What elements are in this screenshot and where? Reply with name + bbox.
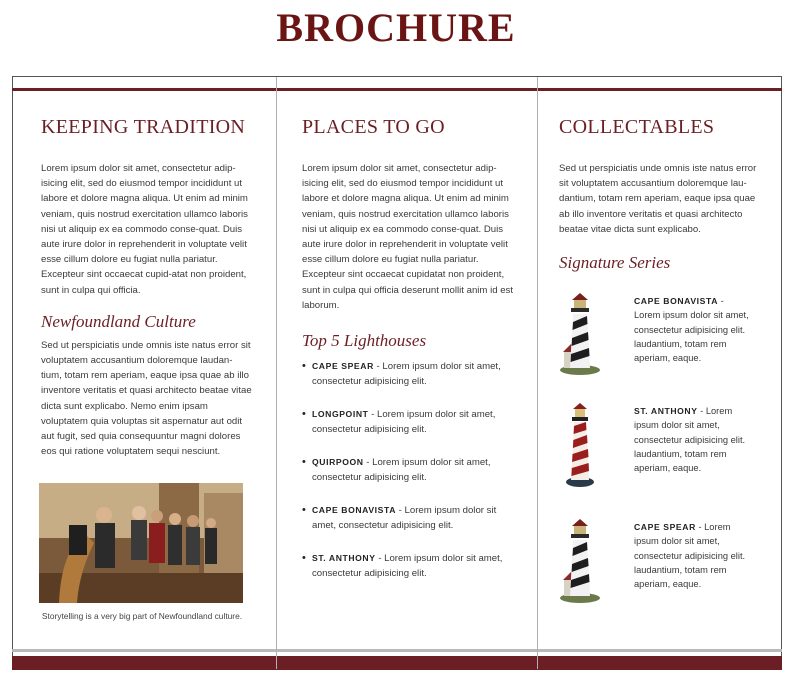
panel-heading: PLACES TO GO <box>302 116 445 138</box>
list-item <box>302 551 516 581</box>
lighthouse-name: QUIRPOON <box>312 457 364 468</box>
collectable-description <box>634 404 752 475</box>
collectable-item <box>558 402 758 498</box>
panel-divider-1 <box>276 77 277 669</box>
lighthouse-name: CAPE SPEAR <box>312 361 374 372</box>
lighthouse-text: - Lorem ipsum dolor sit amet, consectetur adipisicing elit. <box>312 505 497 531</box>
list-item <box>302 359 516 389</box>
panel-collectables <box>559 110 759 279</box>
list-item <box>302 503 516 533</box>
panel-intro: Sed ut perspiciatis unde omnis iste natus error sit voluptatem accusantium doloremque lau-dantium, totam rem aperiam, eaque ipsa quae ab illo inventore veritatis et quasi architecto beatae vitae dicta sunt explicabo. <box>559 163 757 235</box>
collectable-name: CAPE SPEAR <box>634 522 696 532</box>
collectable-name: ST. ANTHONY <box>634 406 698 416</box>
panel-subheading: Newfoundland Culture <box>41 311 196 331</box>
panel-heading: KEEPING TRADITION <box>41 116 246 138</box>
bottom-accent-bar <box>12 656 782 670</box>
panel-body: Sed ut perspiciatis unde omnis iste natus error sit voluptatem accusantium doloremque laudan-tium, totam rem aperiam, eaque ipsa quae ab illo inventore veritatis et quasi architecto beatae vitae dicta sunt explicabo. Nemo enim ipsam voluptatem quia voluptas sit aspernatur aut odit aut fugit, sed quia consequuntur magni dolores eos qui ratione voluptatem sequi nesciunt. <box>41 339 252 458</box>
lighthouse-figurine-icon <box>558 292 602 376</box>
panel-heading: COLLECTABLES <box>559 116 715 138</box>
panel-divider-2 <box>537 77 538 669</box>
panel-intro: Lorem ipsum dolor sit amet, consectetur adip-isicing elit, sed do eiusmod tempor incididunt ut labore et dolore magna aliqua. Ut enim ad minim veniam, quis nostrud exercitation ullamco laboris nisi ut aliquip ex ea commodo conse-quat. Duis aute irure dolor in reprehenderit in voluptate velit esse cillum dolore eu fugiat nulla pariatur. Excepteur sint occaecat cupid-atat non proident, sunt in culpa qui officia. <box>41 163 248 296</box>
lighthouse-figurine-icon <box>558 518 602 604</box>
list-item <box>302 455 516 485</box>
lighthouse-text: - Lorem ipsum dolor sit amet, consectetur adipisicing elit. <box>312 361 501 387</box>
storytelling-photo <box>39 483 243 603</box>
collectable-item <box>558 292 758 388</box>
panel-subheading: Signature Series <box>559 253 671 273</box>
lighthouse-text: - Lorem ipsum dolor sit amet, consectetur adipisicing elit. <box>312 553 503 579</box>
lighthouse-name: LONGPOINT <box>312 409 369 420</box>
list-item <box>302 407 516 437</box>
lighthouse-list <box>302 359 516 581</box>
bottom-gray-rule <box>12 649 782 652</box>
collectable-description <box>634 294 752 365</box>
lighthouse-name: ST. ANTHONY <box>312 553 376 564</box>
brochure-title: BROCHURE <box>276 5 516 50</box>
photo-caption: Storytelling is a very big part of Newfoundland culture. <box>41 611 243 621</box>
collectable-text: - Lorem ipsum dolor sit amet, consectetur adipisicing elit. laudantium, totam rem aperiam, eaque. <box>634 296 749 364</box>
collectable-text: - Lorem ipsum dolor sit amet, consectetur adipisicing elit. laudantium, totam rem aperiam, eaque. <box>634 406 746 474</box>
panel-intro: Lorem ipsum dolor sit amet, consectetur adip-isicing elit, sed do eiusmod tempor incididunt ut labore et dolore magna aliqua. Ut enim ad minim veniam, quis nostrud exercitation ullamco laboris nisi ut aliquip ex ea commodo conse-quat. Duis aute irure dolor in reprehenderit in voluptate velit esse cillum dolore eu fugiat nulla pariatur. Excepteur sint occaecat cupidatat non proident, sunt in culpa qui officia deserunt mollit anim id est laborum. <box>302 163 513 311</box>
panel-places-to-go <box>302 110 516 599</box>
collectable-text: - Lorem ipsum dolor sit amet, consectetur adipisicing elit. laudantium, totam rem aperiam, eaque. <box>634 522 746 590</box>
top-accent-rule <box>12 88 782 91</box>
lighthouse-name: CAPE BONAVISTA <box>312 505 396 516</box>
panel-keeping-tradition <box>41 110 253 459</box>
lighthouse-text: - Lorem ipsum dolor sit amet, consectetur adipisicing elit. <box>312 409 496 435</box>
lighthouse-figurine-icon <box>558 402 602 488</box>
lighthouse-text: - Lorem ipsum dolor sit amet, consectetur adipisicing elit. <box>312 457 491 483</box>
collectable-name: CAPE BONAVISTA <box>634 296 718 306</box>
collectable-description <box>634 520 752 591</box>
panel-subheading: Top 5 Lighthouses <box>302 331 427 351</box>
collectable-item <box>558 518 758 614</box>
